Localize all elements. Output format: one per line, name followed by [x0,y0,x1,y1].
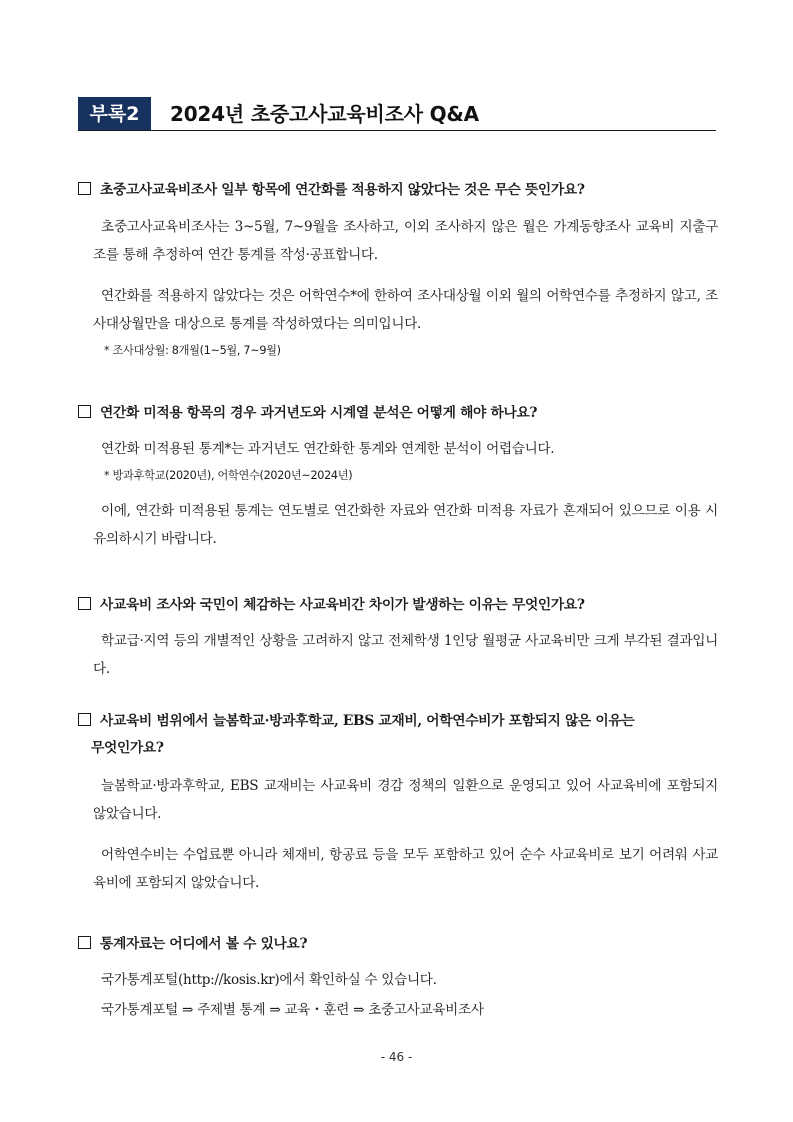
checkbox-square-icon [78,936,91,949]
answer-5-paragraph-2 [93,997,718,1025]
answer-text: 어학연수비는 수업료뿐 아니라 체재비, 항공료 등을 모두 포함하고 있어 순수 사교육비로 보기 어려워 사교육비에 포함되지 않았습니다. [93,847,718,891]
appendix-header [78,97,716,131]
checkbox-square-icon [78,405,91,418]
answer-text: 늘봄학교·방과후학교, EBS 교재비는 사교육비 경감 정책의 일환으로 운영되고 있어 사교육비에 포함되지 않았습니다. [93,778,718,822]
checkbox-square-icon [78,713,91,726]
answer-1-paragraph-2 [93,283,718,338]
answer-text: 연간화를 적용하지 않았다는 것은 어학연수*에 한하여 조사대상월 이외 월의 어학연수를 추정하지 않고, 조사대상월만을 대상으로 통계를 작성하였다는 의미입니다. [93,288,718,332]
answer-4-paragraph-1 [93,773,718,828]
header-underline [78,130,716,131]
question-2-text: 연간화 미적용 항목의 경우 과거년도와 시계열 분석은 어떻게 해야 하나요? [100,405,538,421]
question-4-text-line-2: 무엇인가요? [91,740,164,756]
question-1-text: 초중고사교육비조사 일부 항목에 연간화를 적용하지 않았다는 것은 무슨 뜻인가요? [100,182,585,198]
kosis-link-text: 국가통계포털(http://kosis.kr)에서 확인하실 수 있습니다. [101,972,437,988]
answer-2-footnote: * 방과후학교(2020년), 어학연수(2020년~2024년) [104,469,353,482]
question-4 [78,708,718,762]
answer-text: 연간화 미적용된 통계*는 과거년도 연간화한 통계와 연계한 분석이 어렵습니다. [101,441,555,457]
checkbox-square-icon [78,597,91,610]
question-5 [78,931,718,958]
question-1 [78,177,718,204]
answer-3-paragraph-1 [93,628,718,683]
answer-5-paragraph-1 [93,967,718,995]
answer-text: 학교급·지역 등의 개별적인 상황을 고려하지 않고 전체학생 1인당 월평균 사교육비만 크게 부각된 결과입니다. [93,633,718,677]
answer-text: 이에, 연간화 미적용된 통계는 연도별로 연간화한 자료와 연간화 미적용 자료가 혼재되어 있으므로 이용 시 유의하시기 바랍니다. [93,503,718,547]
question-5-text: 통계자료는 어디에서 볼 수 있나요? [100,936,308,952]
question-2 [78,400,718,427]
answer-2-paragraph-2 [93,498,718,553]
page-title: 2024년 초중고사교육비조사 Q&A [170,102,479,126]
page-number: - 46 - [380,1050,413,1064]
appendix-badge: 부록2 [78,97,151,131]
question-3-text: 사교육비 조사와 국민이 체감하는 사교육비간 차이가 발생하는 이유는 무엇인가요? [100,597,585,613]
navigation-path-text: 국가통계포털 ⇒ 주제별 통계 ⇒ 교육・훈련 ⇒ 초중고사교육비조사 [101,1002,484,1018]
checkbox-square-icon [78,182,91,195]
question-3 [78,592,718,619]
question-4-text-line-1: 사교육비 범위에서 늘봄학교·방과후학교, EBS 교재비, 어학연수비가 포함되지 않은 이유는 [100,713,635,729]
answer-1-paragraph-1 [93,214,718,269]
answer-1-footnote: * 조사대상월: 8개월(1~5월, 7~9월) [104,344,281,357]
answer-2-paragraph-1 [93,436,718,464]
answer-text: 초중고사교육비조사는 3~5월, 7~9월을 조사하고, 이외 조사하지 않은 월은 가계동향조사 교육비 지출구조를 통해 추정하여 연간 통계를 작성·공표합니다. [93,219,718,263]
answer-4-paragraph-2 [93,842,718,897]
